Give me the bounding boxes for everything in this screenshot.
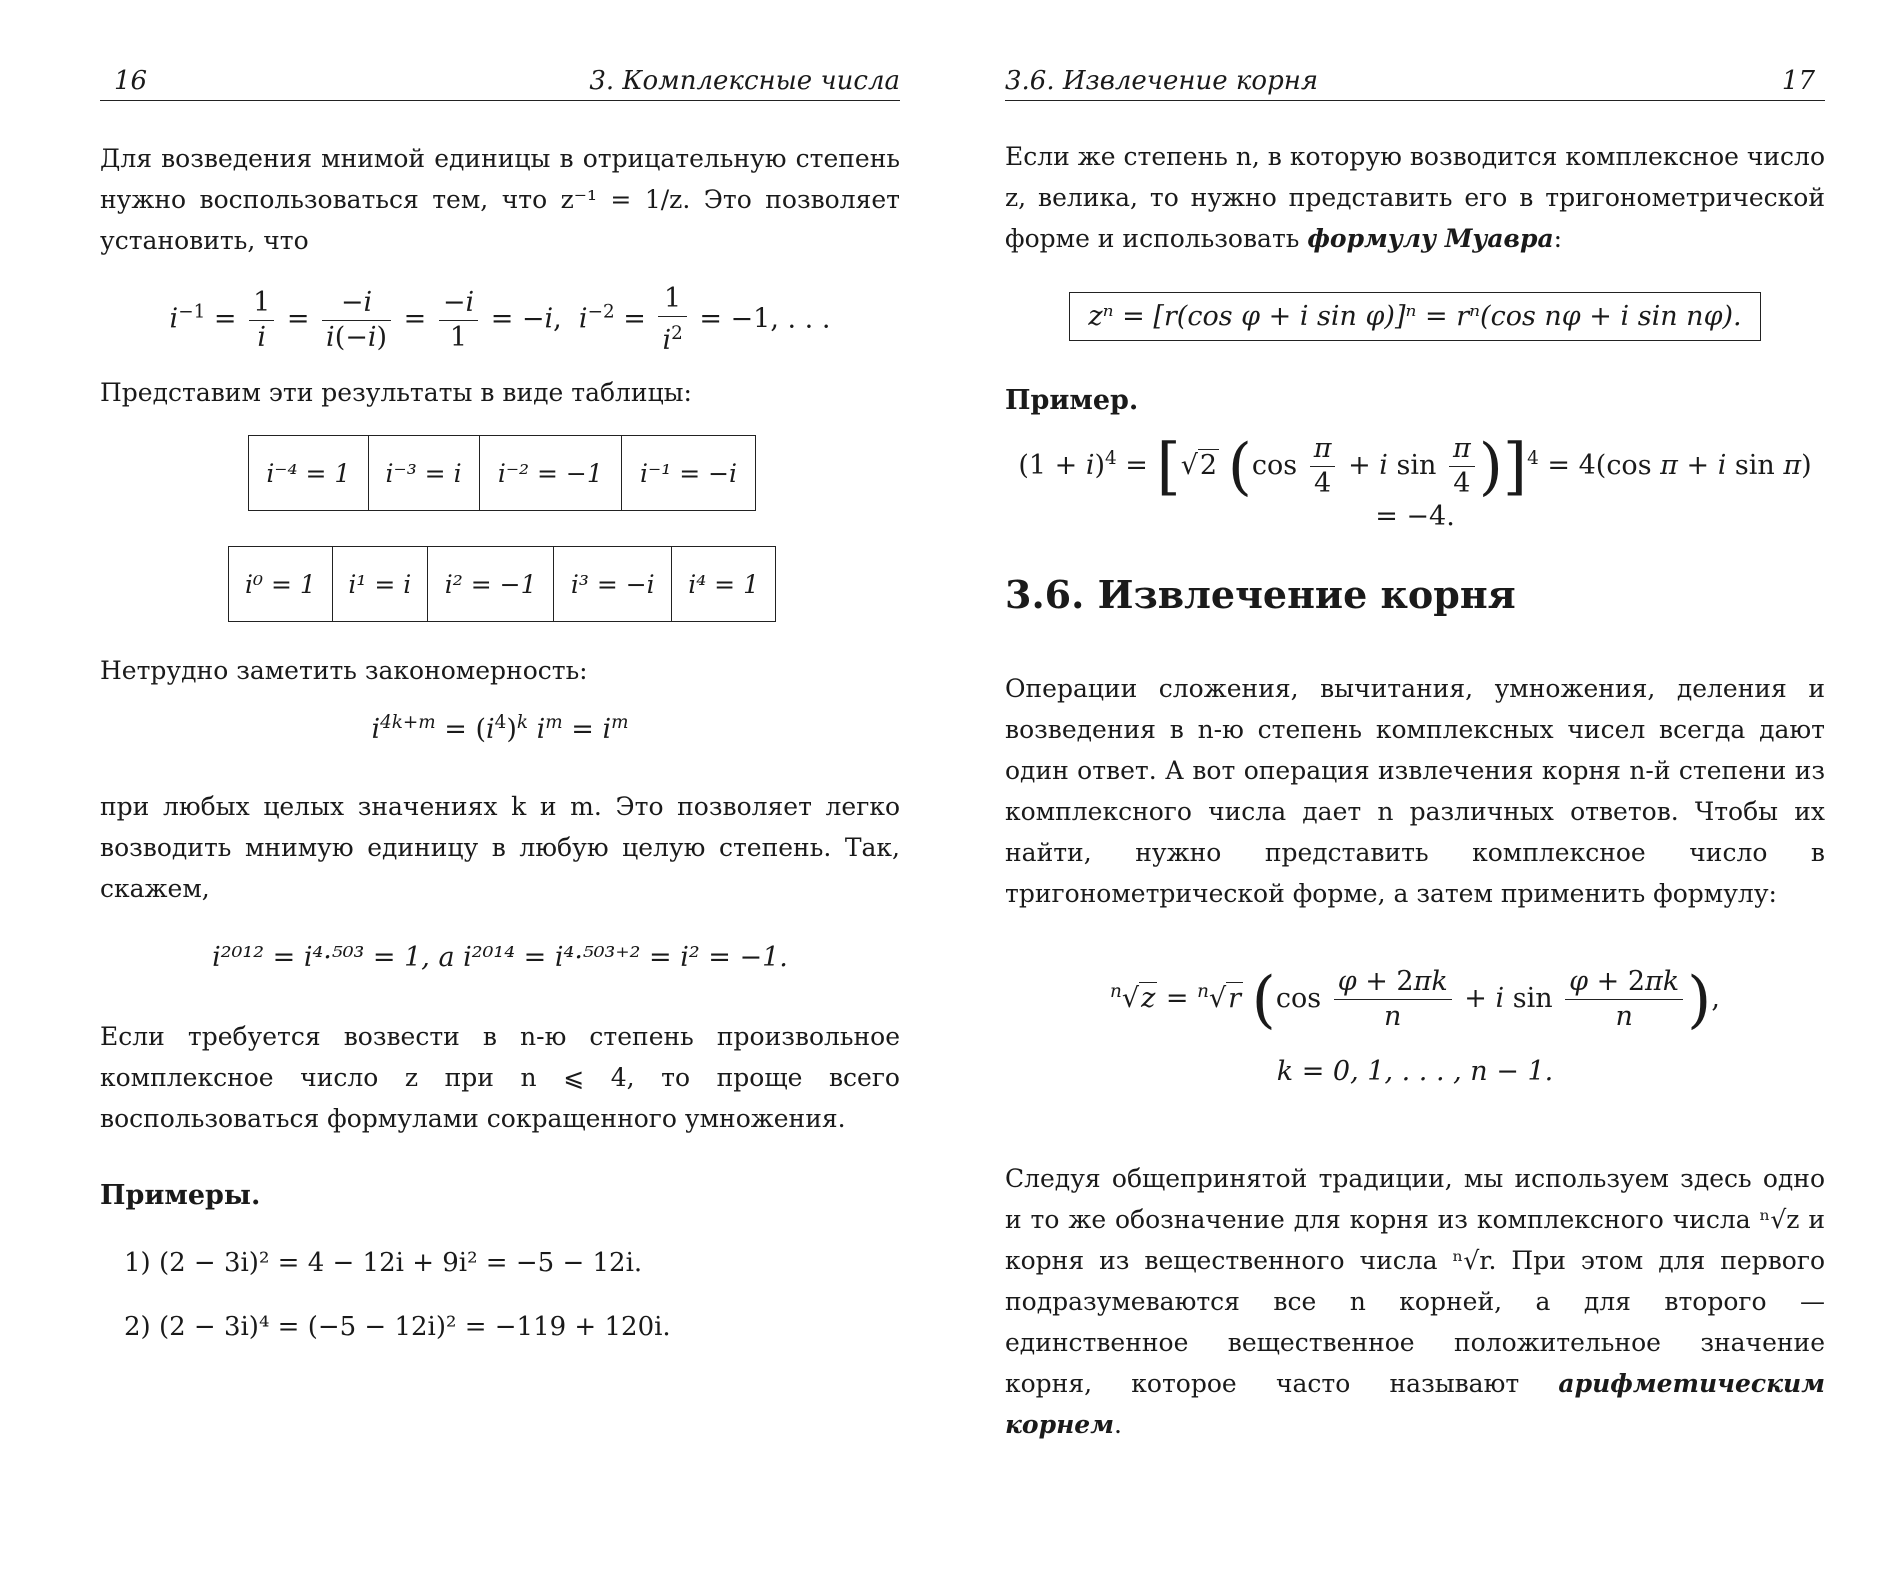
negative-powers-table [248, 435, 756, 511]
paragraph: Следуя общепринятой традиции, мы используем здесь одно и то же обозначение для корня из комплексного числа ⁿ√z и корня из вещественного числа ⁿ√r. При этом для первого подразумеваются все n корней, а для второго — единственное вещественное положительное значение корня, которое часто называют арифметическим корнем. [1005, 1164, 1825, 1439]
term-moivre: формулу Муавра [1307, 224, 1554, 253]
table-cell: i⁴ = 1 [672, 547, 776, 622]
example-heading: Пример. [1005, 385, 1139, 416]
formula-periodicity: $i^{4k+m} = (i^4)^k$ $i^m = i^m$ [371, 712, 629, 745]
running-head-title: 3. Комплексные числа [589, 66, 900, 96]
term-arithmetic-root: арифметическим корнем [1005, 1369, 1825, 1439]
paragraph: Представим эти результаты в виде таблицы: [100, 378, 692, 407]
formula-negative-powers: $i^{-1}$ = $\frac{1}{i}$ = $\frac{-i}{i(-i)}$ = $\frac{-i}{1}$ = −i, $i^{-2}$ = $\frac{1}{i^2}$ = −1, . . . [169, 283, 831, 356]
formula-moivre-example: $(1 + i)^4 = [√2$ (cos $\frac{\pi}{4}$ + i sin $\frac{\pi}{4}$ )]$^4$ = 4(cos π + i sin π) = −4. [1018, 429, 1812, 532]
paragraph: Операции сложения, вычитания, умножения, деления и возведения в n-ю степень комплексных чисел всегда дают один ответ. А вот операция извлечения корня n-й степени из комплексного числа дает n различных ответов. Чтобы их найти, нужно представить комплексное число в тригонометрической форме, а затем применить формулу: [1005, 674, 1825, 908]
table-cell: i⁻⁴ = 1 [249, 436, 369, 511]
table-cell: i⁻² = −1 [479, 436, 622, 511]
table-cell: i³ = −i [554, 547, 672, 622]
positive-powers-table [228, 546, 776, 622]
table-cell: i⁻¹ = −i [622, 436, 756, 511]
examples-heading: Примеры. [100, 1180, 261, 1211]
moivre-formula: zⁿ = [r(cos φ + i sin φ)]ⁿ = rⁿ(cos nφ + i sin nφ). [1005, 292, 1825, 341]
section-heading: 3.6. Извлечение корня [1005, 572, 1516, 617]
page-number: 17 [1781, 66, 1815, 96]
table-cell: i¹ = i [332, 547, 427, 622]
example-item: 1) (2 − 3i)² = 4 − 12i + 9i² = −5 − 12i. [124, 1248, 643, 1278]
table-cell: i⁻³ = i [368, 436, 479, 511]
paragraph: Если же степень n, в которую возводится комплексное число z, велика, то нужно представить его в тригонометрической форме и использовать формулу Муавра: [1005, 142, 1825, 253]
page-number: 16 [114, 66, 148, 96]
running-head-left [100, 62, 900, 101]
paragraph: Для возведения мнимой единицы в отрицательную степень нужно воспользоваться тем, что z⁻¹ = 1/z. Это позволяет установить, что [100, 144, 900, 255]
example-item: 2) (2 − 3i)⁴ = (−5 − 12i)² = −119 + 120i. [124, 1312, 671, 1342]
running-head-title: 3.6. Извлечение корня [1005, 66, 1319, 96]
paragraph: Нетрудно заметить закономерность: [100, 656, 588, 685]
root-index-condition: k = 0, 1, . . . , n − 1. [1276, 1056, 1554, 1087]
paragraph: Если требуется возвести в n-ю степень произвольное комплексное число z при n ⩽ 4, то проще всего воспользоваться формулами сокращенного умножения. [100, 1022, 900, 1133]
root-formula: $^n$√z = $^n$√r (cos $\frac{\varphi + 2\pi k}{n}$ + i sin $\frac{\varphi + 2\pi k}{n}$ ), [1110, 962, 1720, 1036]
formula-power-example: i²⁰¹² = i⁴·⁵⁰³ = 1, а i²⁰¹⁴ = i⁴·⁵⁰³⁺² = i² = −1. [212, 942, 788, 973]
table-cell: i² = −1 [427, 547, 553, 622]
running-head-right [1005, 62, 1825, 101]
table-cell: i⁰ = 1 [229, 547, 333, 622]
paragraph: при любых целых значениях k и m. Это позволяет легко возводить мнимую единицу в любую целую степень. Так, скажем, [100, 792, 900, 903]
